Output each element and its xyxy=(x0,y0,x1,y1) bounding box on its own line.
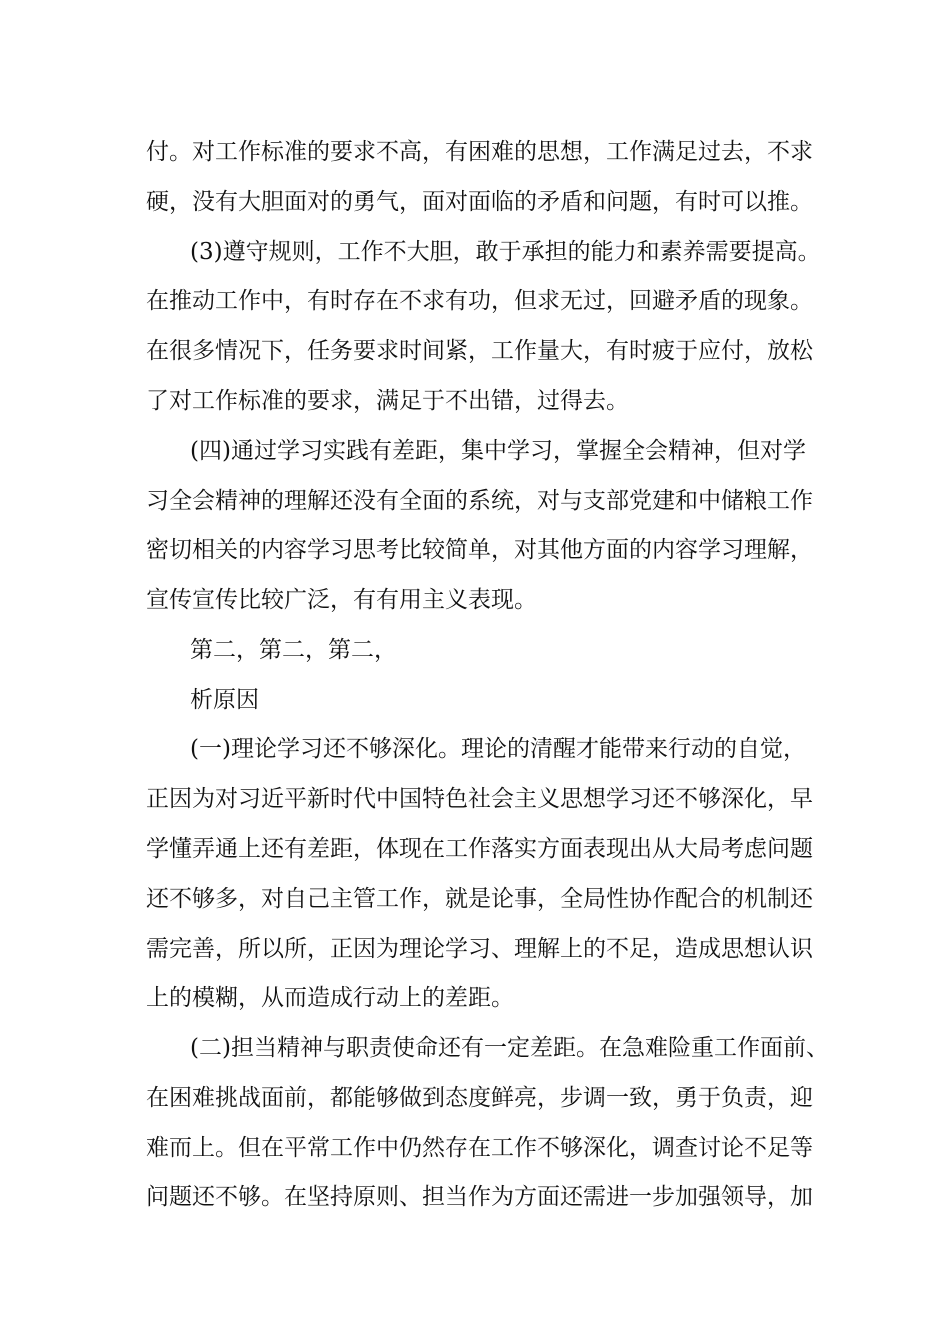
text-line: 正因为对习近平新时代中国特色社会主义思想学习还不够深化，早 xyxy=(146,786,813,812)
section-heading: 析原因 xyxy=(190,687,259,713)
text-line: 在很多情况下，任务要求时间紧，工作量大，有时疲于应付，放松 xyxy=(146,338,813,364)
text-line: 付。对工作标准的要求不高，有困难的思想，工作满足过去，不求 xyxy=(146,139,813,165)
text-line: 学懂弄通上还有差距，体现在工作落实方面表现出从大局考虑问题 xyxy=(146,836,813,862)
text-line: 还不够多，对自己主管工作，就是论事，全局性协作配合的机制还 xyxy=(146,886,813,912)
text-line: (二)担当精神与职责使命还有一定差距。在急难险重工作面前、 xyxy=(190,1035,829,1061)
text-line: (3)遵守规则，工作不大胆，敢于承担的能力和素养需要提高。 xyxy=(190,239,821,265)
text-line: (一)理论学习还不够深化。理论的清醒才能带来行动的自觉， xyxy=(190,736,806,762)
text-line: 需完善，所以所，正因为理论学习、理解上的不足，造成思想认识 xyxy=(146,936,813,962)
text-line: 习全会精神的理解还没有全面的系统，对与支部党建和中储粮工作 xyxy=(146,488,813,514)
text-line: 在推动工作中，有时存在不求有功，但求无过，回避矛盾的现象。 xyxy=(146,288,813,314)
text-line: 硬，没有大胆面对的勇气，面对面临的矛盾和问题，有时可以推。 xyxy=(146,189,813,215)
text-line: 上的模糊，从而造成行动上的差距。 xyxy=(146,985,514,1011)
text-line: 难而上。但在平常工作中仍然存在工作不够深化，调查讨论不足等 xyxy=(146,1135,813,1161)
text-line: 在困难挑战面前，都能够做到态度鲜亮，步调一致，勇于负责，迎 xyxy=(146,1085,813,1111)
text-line: 了对工作标准的要求，满足于不出错，过得去。 xyxy=(146,388,629,414)
text-line: 密切相关的内容学习思考比较简单，对其他方面的内容学习理解， xyxy=(146,537,813,563)
text-line: 问题还不够。在坚持原则、担当作为方面还需进一步加强领导，加 xyxy=(146,1184,813,1210)
text-line: 第二，第二，第二， xyxy=(190,637,397,663)
text-line: 宣传宣传比较广泛，有有用主义表现。 xyxy=(146,587,537,613)
text-line: (四)通过学习实践有差距，集中学习，掌握全会精神，但对学 xyxy=(190,438,806,464)
